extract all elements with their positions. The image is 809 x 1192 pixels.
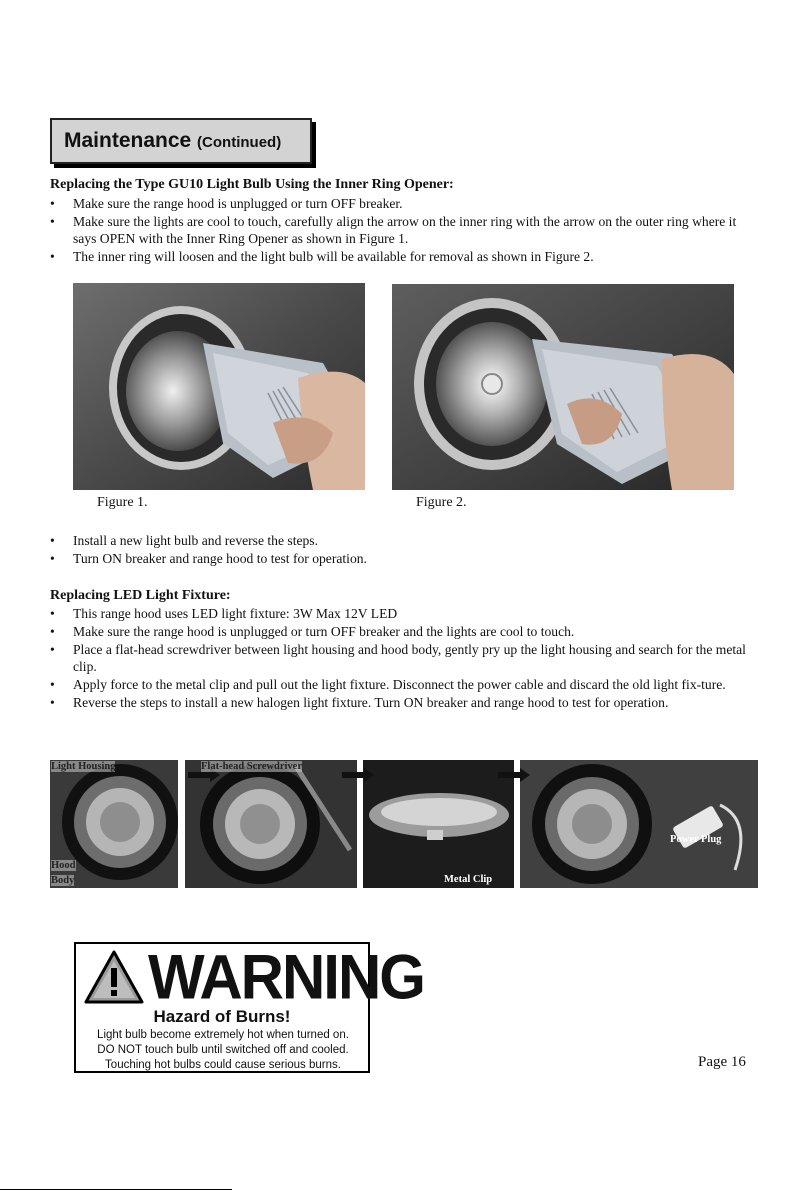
warning-line: DO NOT touch bulb until switched off and cooled. — [97, 1044, 349, 1056]
list-item: • Install a new light bulb and reverse the steps. — [50, 532, 762, 549]
strip-photo-3 — [363, 760, 514, 888]
section1-title: Replacing the Type GU10 Light Bulb Using the Inner Ring Opener: — [50, 177, 454, 192]
figure2-caption: Figure 2. — [416, 495, 467, 510]
figure1-caption: Figure 1. — [97, 495, 148, 510]
section2-title: Replacing LED Light Fixture: — [50, 588, 231, 603]
label-light-housing: Light Housing — [51, 761, 116, 772]
arrow-right-icon — [342, 768, 374, 782]
warning-line: Light bulb become extremely hot when turned on. — [97, 1029, 349, 1041]
label-metal-clip: Metal Clip — [444, 874, 493, 885]
warning-heading: WARNING — [148, 941, 424, 1013]
warning-subheading: Hazard of Burns! — [153, 1007, 291, 1026]
list-item: • Turn ON breaker and range hood to test for operation. — [50, 550, 762, 567]
header-subtitle: (Continued) — [197, 134, 282, 151]
strip-photo-4 — [520, 760, 758, 888]
figure2-photo — [392, 284, 734, 490]
list-item: • This range hood uses LED light fixture: 3W Max 12V LED — [50, 605, 762, 622]
warning-line: Touching hot bulbs could cause serious burns. — [105, 1059, 341, 1071]
header-title: Maintenance — [64, 129, 192, 152]
section1b-bullets — [50, 532, 762, 568]
list-item: • The inner ring will loosen and the light bulb will be available for removal as shown in Figure 2. — [50, 248, 762, 265]
section-header-title — [64, 129, 281, 153]
list-item: • Place a flat-head screwdriver between light housing and hood body, gently pry up the light housing and search for the metal clip. — [50, 641, 762, 675]
label-screwdriver: Flat-head Screwdriver — [201, 761, 302, 772]
label-body: Body — [51, 875, 75, 886]
label-hood: Hood — [51, 860, 76, 871]
warning-box — [74, 941, 424, 1073]
arrow-right-icon — [498, 768, 530, 782]
warning-triangle-icon — [84, 950, 144, 1004]
page-number: Page 16 — [698, 1054, 746, 1070]
figure1-photo — [73, 283, 365, 490]
warning-text — [84, 1028, 362, 1073]
list-item: • Apply force to the metal clip and pull out the light fixture. Disconnect the power cable and discard the old light fix-ture. — [50, 676, 762, 693]
footer-rule — [0, 1189, 232, 1190]
label-power-plug: Power Plug — [670, 834, 722, 845]
list-item: • Make sure the range hood is unplugged or turn OFF breaker and the lights are cool to touch. — [50, 623, 762, 640]
section1-bullets — [50, 195, 762, 266]
list-item: • Make sure the range hood is unplugged or turn OFF breaker. — [50, 195, 762, 212]
section2-bullets — [50, 605, 762, 712]
list-item: • Reverse the steps to install a new halogen light fixture. Turn ON breaker and range hood to test for operation. — [50, 694, 762, 711]
list-item: • Make sure the lights are cool to touch, carefully align the arrow on the inner ring with the arrow on the outer ring where it says OPEN with the Inner Ring Opener as shown in Figure 1. — [50, 213, 762, 247]
section-header-box — [50, 118, 312, 164]
